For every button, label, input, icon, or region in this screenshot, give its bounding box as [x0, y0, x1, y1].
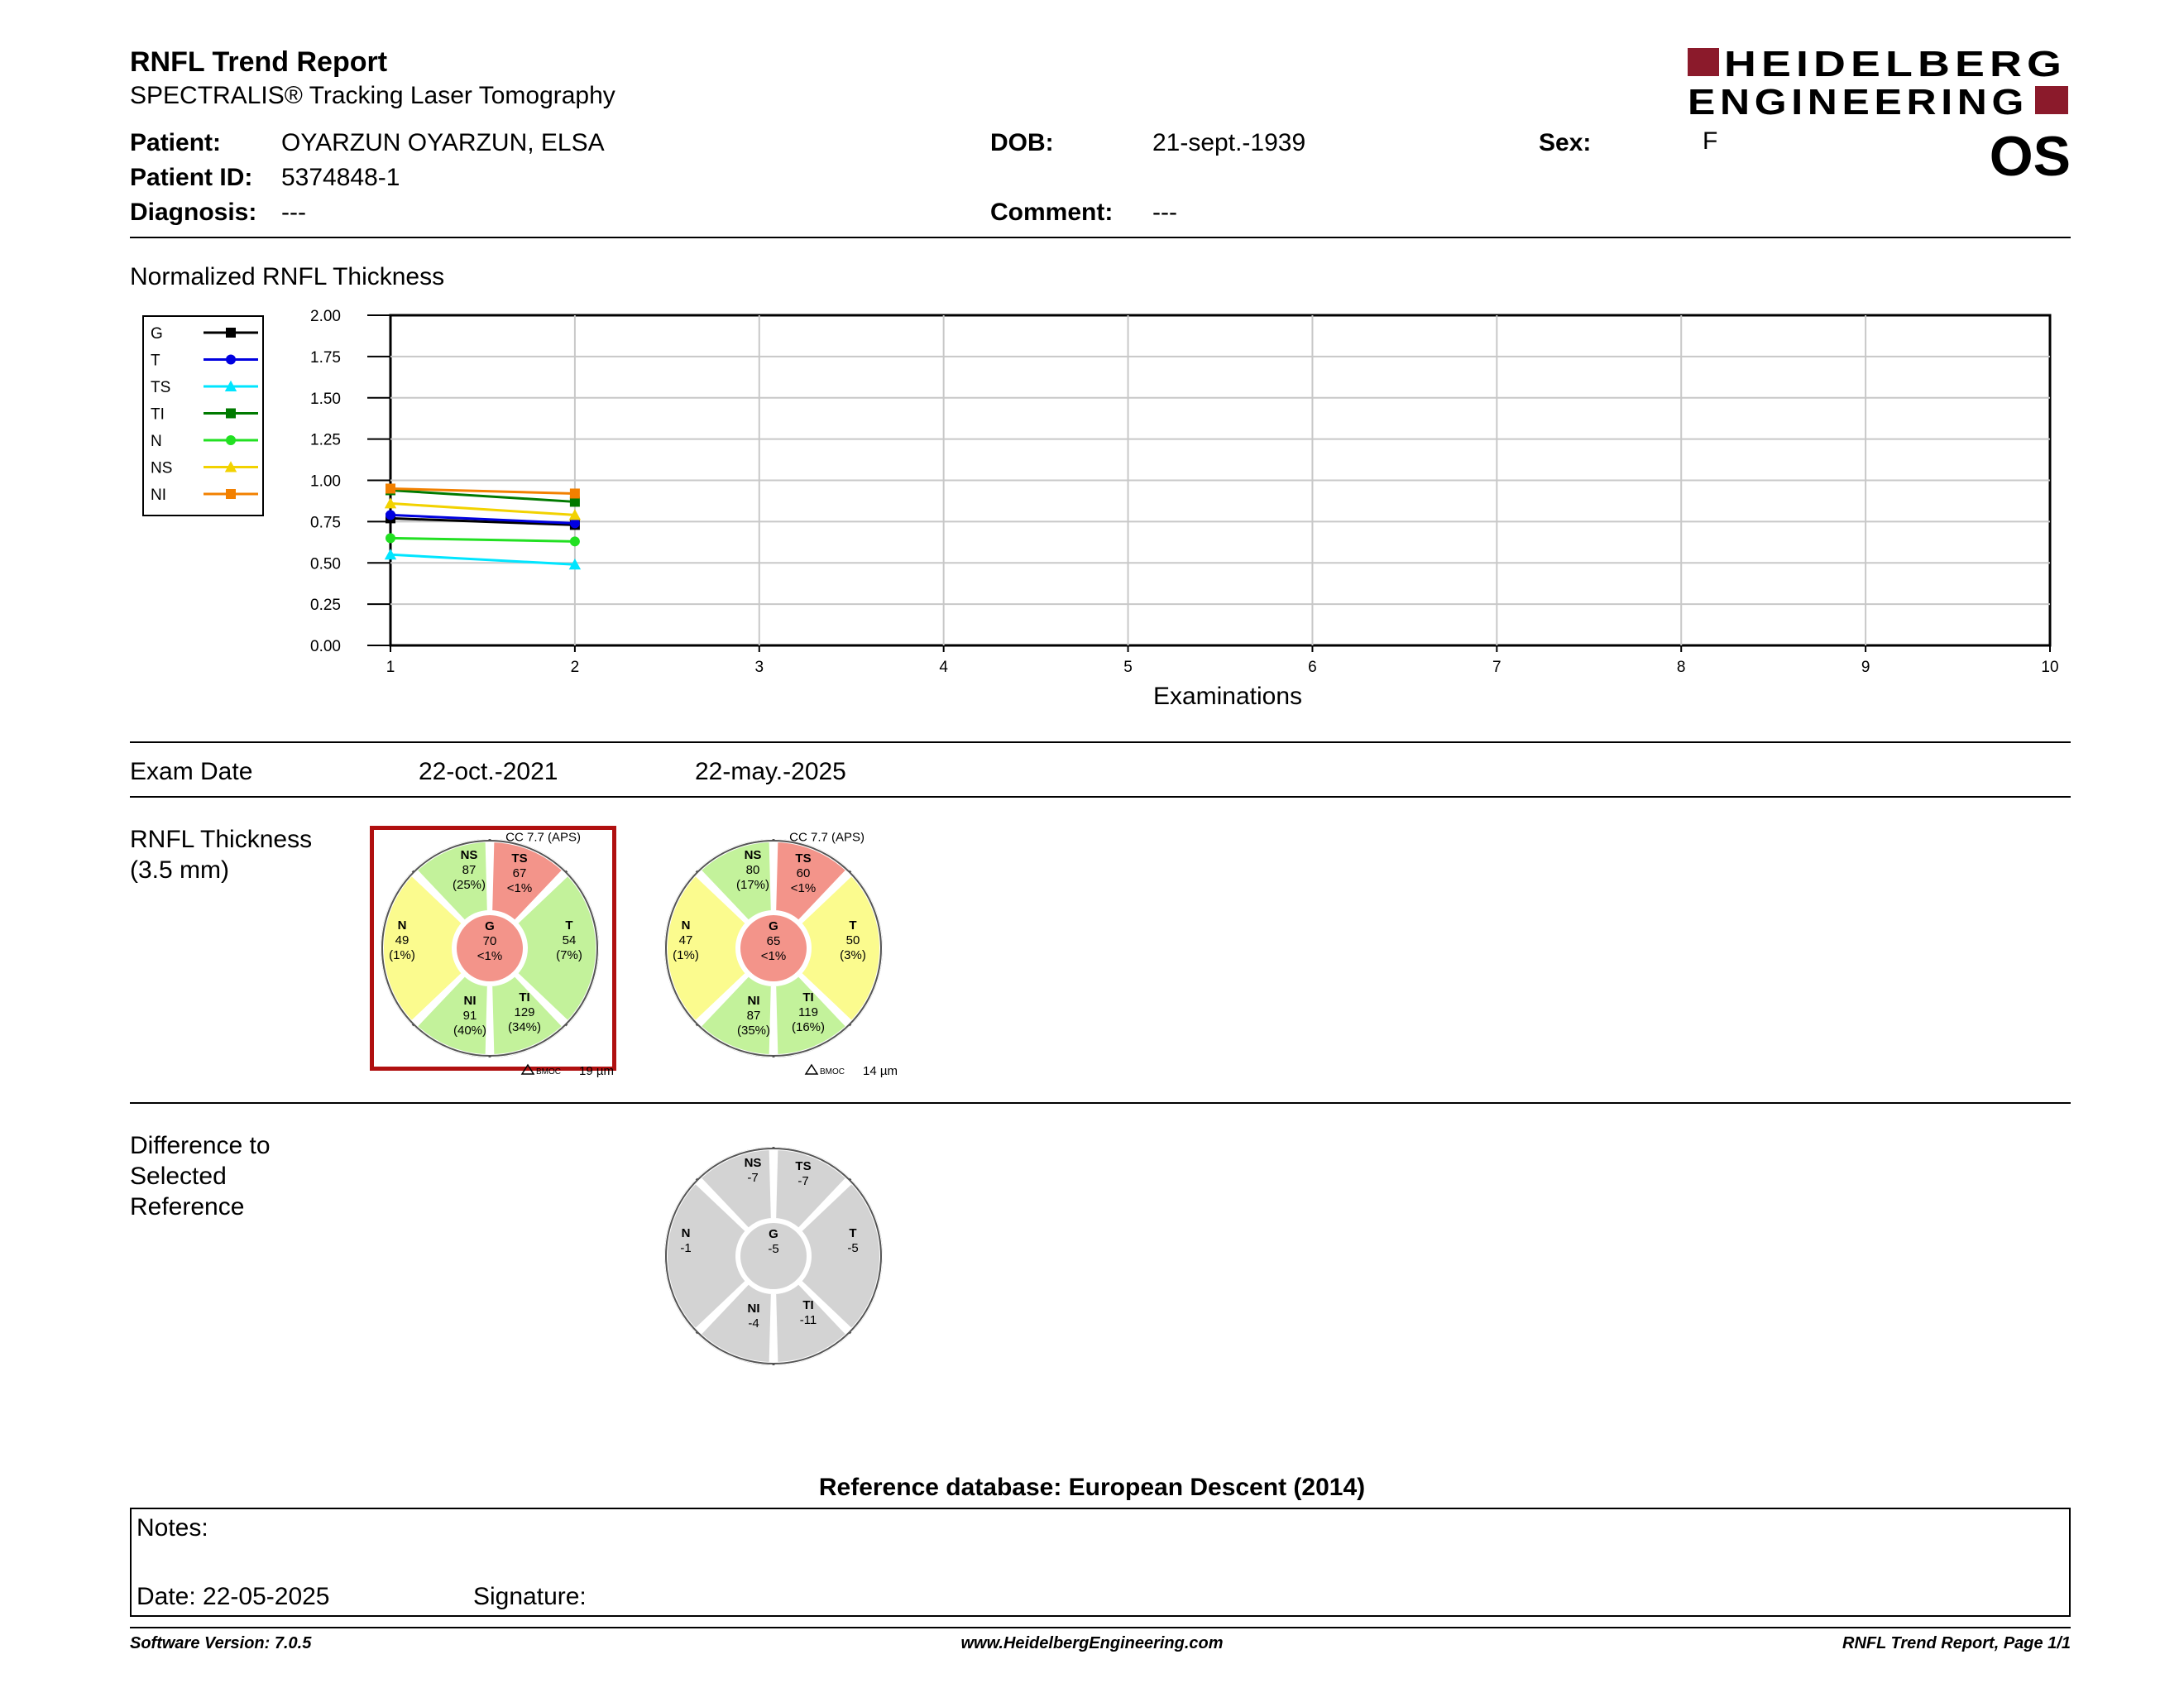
- legend-label: NI: [151, 487, 166, 504]
- legend-label: N: [151, 433, 162, 450]
- x-tick-label: 1: [386, 659, 395, 676]
- sector-label: NS: [460, 848, 478, 862]
- legend-label: TI: [151, 405, 165, 424]
- sector-percentile: (40%): [453, 1024, 487, 1038]
- y-tick-label: 1.25: [310, 431, 341, 449]
- divider: [130, 1102, 2071, 1104]
- sector-label: N: [681, 1226, 691, 1240]
- sector-label: T: [565, 918, 573, 933]
- y-axis: [310, 308, 390, 655]
- comment-label: Comment:: [990, 199, 1114, 226]
- legend-marker: [226, 409, 236, 419]
- page-indicator: RNFL Trend Report, Page 1/1: [1842, 1634, 2071, 1652]
- x-tick-label: 5: [1123, 659, 1133, 676]
- difference-label-2: Selected: [130, 1163, 227, 1190]
- x-tick-label: 8: [1676, 659, 1686, 676]
- sector-label: N: [397, 918, 407, 933]
- diagnosis-value: ---: [281, 199, 306, 226]
- data-point: [570, 536, 580, 546]
- divider: [130, 741, 2071, 743]
- delta-icon: [806, 1065, 817, 1074]
- bmoc-label: BMOC: [820, 1067, 845, 1077]
- y-tick-label: 0.75: [310, 514, 341, 532]
- sector-label: NS: [744, 1156, 762, 1170]
- sector-label: TI: [802, 990, 814, 1005]
- difference-label-3: Reference: [130, 1193, 245, 1220]
- exam-date-1: 22-oct.-2021: [419, 758, 558, 785]
- sector-percentile: (3%): [840, 948, 866, 962]
- patient-id-label: Patient ID:: [130, 164, 253, 191]
- dob-label: DOB:: [990, 129, 1054, 156]
- sector-percentile: <1%: [506, 881, 533, 895]
- sector-value: 70: [482, 934, 497, 948]
- x-tick-label: 3: [754, 659, 764, 676]
- sector-value: 119: [798, 1005, 818, 1019]
- sector-percentile: <1%: [760, 949, 787, 963]
- sector-percentile: (25%): [452, 878, 486, 892]
- comment-value: ---: [1152, 199, 1177, 226]
- signature-label: Signature:: [473, 1583, 587, 1610]
- sector-value: 50: [845, 933, 860, 947]
- sector-value: 87: [462, 863, 477, 877]
- sector-value: -5: [768, 1242, 779, 1256]
- rnfl-sector-chart-1[interactable]: [381, 832, 629, 1081]
- legend-label: T: [151, 352, 160, 370]
- sector-label: TS: [511, 851, 528, 866]
- sector-percentile: (17%): [735, 878, 770, 892]
- sector-value: 80: [745, 863, 760, 877]
- divider: [130, 796, 2071, 798]
- sector-label: TI: [519, 990, 530, 1005]
- x-axis-label: Examinations: [1152, 683, 1303, 710]
- sector-label: TI: [802, 1298, 814, 1312]
- patient-name: OYARZUN OYARZUN, ELSA: [281, 129, 605, 156]
- sex-value: F: [1703, 127, 1718, 155]
- data-point: [570, 488, 580, 498]
- chart-legend: [143, 316, 263, 516]
- series-line: [390, 538, 575, 541]
- bmoc-indicator: [522, 1064, 614, 1078]
- legend-marker: [226, 355, 236, 365]
- rnfl-label-2: (3.5 mm): [130, 856, 229, 884]
- sector-percentile: (16%): [791, 1020, 826, 1034]
- sector-value: -7: [747, 1171, 759, 1185]
- sector-percentile: (35%): [736, 1024, 771, 1038]
- chart-title: Normalized RNFL Thickness: [130, 263, 445, 290]
- date-label: Date: 22-05-2025: [136, 1583, 330, 1610]
- sector-value: 129: [514, 1005, 535, 1019]
- sector-label: NI: [463, 994, 477, 1008]
- sector-value: -11: [799, 1313, 817, 1327]
- sector-percentile: (7%): [556, 948, 582, 962]
- sector-label: N: [681, 918, 691, 933]
- sector-label: NI: [747, 994, 760, 1008]
- y-tick-label: 0.00: [310, 638, 341, 655]
- diagnosis-label: Diagnosis:: [130, 199, 257, 226]
- sector-label: NI: [747, 1302, 760, 1316]
- software-version: Software Version: 7.0.5: [130, 1634, 312, 1652]
- legend-label: NS: [151, 459, 173, 477]
- sector-label: TS: [795, 1159, 812, 1173]
- patient-id: 5374848-1: [281, 164, 400, 191]
- series-ts: [385, 549, 581, 569]
- delta-icon: [522, 1065, 534, 1074]
- notes-label: Notes:: [136, 1514, 208, 1542]
- sector-percentile: <1%: [477, 949, 503, 963]
- sector-label: TS: [795, 851, 812, 866]
- reference-database: Reference database: European Descent (2014): [818, 1474, 1366, 1501]
- legend-marker: [226, 489, 236, 499]
- quality-score: CC 7.7 (APS): [789, 832, 864, 845]
- sector-percentile: (1%): [389, 948, 415, 962]
- y-tick-label: 1.50: [310, 390, 341, 408]
- trend-chart: [0, 0, 2184, 728]
- bmoc-value: 19 µm: [579, 1064, 614, 1078]
- series-n: [386, 533, 580, 546]
- exam-date-2: 22-may.-2025: [695, 758, 846, 785]
- divider: [130, 1627, 2071, 1628]
- sex-label: Sex:: [1539, 129, 1592, 156]
- sector-value: -1: [680, 1241, 692, 1255]
- x-axis: [386, 645, 2059, 676]
- sector-value: -7: [797, 1174, 809, 1188]
- x-tick-label: 6: [1308, 659, 1317, 676]
- report-subtitle: SPECTRALIS® Tracking Laser Tomography: [130, 82, 615, 109]
- difference-sector-chart: [664, 1140, 912, 1388]
- sector-value: 60: [796, 866, 811, 880]
- quality-score: CC 7.7 (APS): [505, 832, 581, 845]
- sector-value: -5: [847, 1241, 859, 1255]
- sector-label: G: [485, 919, 495, 933]
- sector-label: T: [849, 918, 857, 933]
- bmoc-indicator: [806, 1064, 898, 1078]
- x-tick-label: 7: [1492, 659, 1502, 676]
- x-tick-label: 4: [939, 659, 948, 676]
- y-tick-label: 2.00: [310, 308, 341, 325]
- x-tick-label: 2: [570, 659, 580, 676]
- data-point: [386, 533, 395, 543]
- sector-percentile: (34%): [507, 1020, 542, 1034]
- sector-percentile: (1%): [673, 948, 699, 962]
- sector-value: 67: [512, 866, 527, 880]
- y-tick-label: 1.00: [310, 472, 341, 491]
- rnfl-sector-chart-2[interactable]: [664, 832, 912, 1081]
- bmoc-value: 14 µm: [863, 1064, 898, 1078]
- legend-label: G: [151, 325, 163, 343]
- sector-label: G: [769, 919, 778, 933]
- legend-label: TS: [151, 379, 171, 396]
- series-line: [390, 503, 575, 515]
- sector-value: 49: [395, 933, 410, 947]
- sector-value: 87: [746, 1009, 761, 1023]
- chart-grid: [390, 315, 2050, 645]
- sector-value: 91: [462, 1009, 477, 1023]
- sector-label: T: [849, 1226, 857, 1240]
- y-tick-label: 1.75: [310, 348, 341, 367]
- x-tick-label: 10: [2041, 659, 2059, 676]
- sector-value: 65: [766, 934, 781, 948]
- exam-date-label: Exam Date: [130, 758, 253, 785]
- website-link[interactable]: www.HeidelbergEngineering.com: [960, 1634, 1224, 1652]
- sector-value: 54: [562, 933, 577, 947]
- bmoc-label: BMOC: [536, 1067, 561, 1077]
- svg-text:ENGINEERING: ENGINEERING: [1688, 82, 2028, 117]
- difference-label-1: Difference to: [130, 1132, 271, 1159]
- rnfl-label-1: RNFL Thickness: [130, 826, 313, 853]
- data-point: [386, 510, 395, 520]
- notes-box[interactable]: [130, 1508, 2071, 1617]
- sector-value: -4: [748, 1316, 759, 1331]
- dob-value: 21-sept.-1939: [1152, 129, 1306, 156]
- y-tick-label: 0.25: [310, 597, 341, 615]
- x-tick-label: 9: [1861, 659, 1870, 676]
- data-point: [386, 483, 395, 493]
- report-title: RNFL Trend Report: [130, 46, 388, 78]
- sector-label: NS: [744, 848, 762, 862]
- sector-value: 47: [678, 933, 693, 947]
- svg-text:HEIDELBERG: HEIDELBERG: [1724, 45, 2067, 84]
- eye-indicator: OS: [1989, 125, 2071, 188]
- patient-label: Patient:: [130, 129, 222, 156]
- y-tick-label: 0.50: [310, 555, 341, 573]
- sector-percentile: <1%: [790, 881, 817, 895]
- legend-marker: [226, 328, 236, 338]
- sector-label: G: [769, 1227, 778, 1241]
- legend-marker: [226, 435, 236, 445]
